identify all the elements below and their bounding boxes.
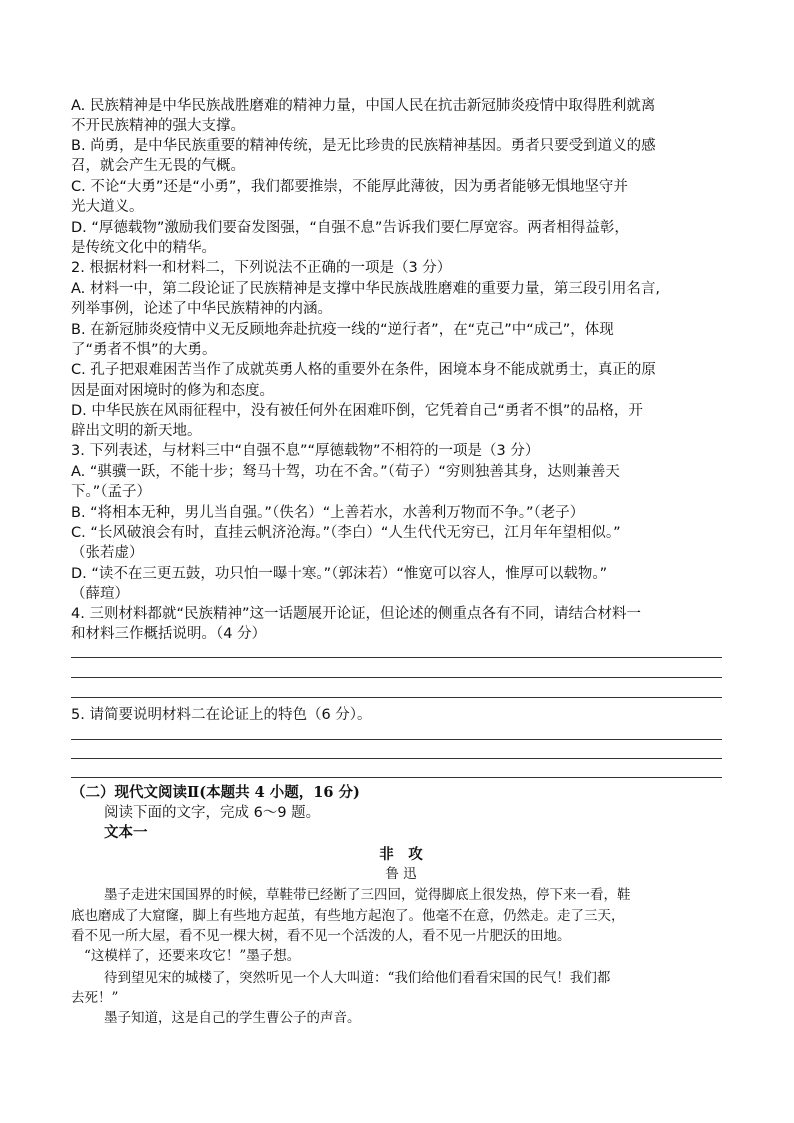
q1-option-d-line1: D. “厚德载物”激励我们要奋发图强，“自强不息”告诉我们要仁厚宽容。两者相得益彰，: [71, 220, 629, 236]
q3-option-line: A. “骐骥一跃，不能十步；驽马十驾，功在不舍。”（荀子）“穷则独善其身，达则兼善天: [71, 464, 620, 480]
q2-option-line: 辟出文明的新天地。: [71, 423, 202, 439]
q5-stem: 5. 请简要说明材料二在论证上的特色（6 分）。: [71, 707, 372, 723]
q2-option-line: B. 在新冠肺炎疫情中义无反顾地奔赴抗疫一线的“逆行者”，在“克己”中“成己”，体现: [71, 322, 614, 338]
q5-answer-line[interactable]: [71, 777, 722, 778]
q2-option-line: C. 孔子把艰难困苦当作了成就英勇人格的重要外在条件，困境本身不能成就勇士，真正的原: [71, 362, 656, 378]
q4-answer-line[interactable]: [71, 657, 722, 658]
q2-option-line: 因是面对困境时的修为和态度。: [71, 383, 274, 399]
section-heading: （二）现代文阅读Ⅱ(本题共 4 小题，16 分): [71, 784, 360, 801]
q4-stem-line2: 和材料三作概括说明。（4 分）: [71, 626, 267, 642]
q2-option-line: A. 材料一中，第二段论证了民族精神是支撑中华民族战胜磨难的重要力量，第三段引用名言,: [71, 281, 660, 297]
q1-option-b-line2: 召，就会产生无畏的气概。: [71, 158, 245, 174]
q2-option-line: D. 中华民族在风雨征程中，没有被任何外在困难吓倒，它凭着自己“勇者不惧”的品格，开: [71, 403, 643, 419]
q4-answer-line[interactable]: [71, 697, 722, 698]
q4-stem-line1: 4. 三则材料都就“民族精神”这一话题展开论证，但论述的侧重点各有不同，请结合材料一: [71, 606, 641, 622]
q2-option-line: 了“勇者不惧”的大勇。: [71, 342, 217, 358]
q1-option-c-line1: C. 不论“大勇”还是“小勇”，我们都要推崇，不能厚此薄彼，因为勇者能够无惧地坚守并: [71, 179, 628, 195]
story-paragraph-line: 看不见一所大屋，看不见一棵大树，看不见一个活泼的人，看不见一片肥沃的田地。: [71, 928, 571, 944]
q3-option-line: （薛瑄）: [71, 586, 129, 602]
story-paragraph-line: “这模样了，还要来攻它！”墨子想。: [84, 948, 301, 964]
section-instruction: 阅读下面的文字，完成 6～9 题。: [104, 805, 321, 821]
story-paragraph-line: 去死！”: [71, 990, 119, 1006]
q3-option-line: D. “读不在三更五鼓，功只怕一曝十寒。”（郭沫若）“惟宽可以容人，惟厚可以载物。”: [71, 566, 608, 582]
q2-stem: 2. 根据材料一和材料二，下列说法不正确的一项是（3 分）: [71, 260, 452, 276]
q3-stem: 3. 下列表述，与材料三中“自强不息”“厚德载物”不相符的一项是（3 分）: [71, 443, 540, 459]
story-paragraph-line: 底也磨成了大窟窿，脚上有些地方起茧，有些地方起泡了。他毫不在意，仍然走。走了三天，: [71, 908, 625, 924]
q5-answer-line[interactable]: [71, 739, 722, 740]
q3-option-line: 下。”（孟子）: [71, 484, 152, 500]
q1-option-c-line2: 光大道义。: [71, 199, 144, 215]
q2-option-line: 列举事例，论述了中华民族精神的内涵。: [71, 301, 332, 317]
q1-option-a-line2: 不开民族精神的强大支撑。: [71, 118, 245, 134]
story-title: 非 攻: [379, 846, 423, 863]
q3-option-line: B. “将相本无种，男儿当自强。”（佚名）“上善若水，水善利万物而不争。”（老子）: [71, 505, 585, 521]
q3-option-line: （张若虚）: [71, 545, 144, 561]
q1-option-b-line1: B. 尚勇，是中华民族重要的精神传统，是无比珍贵的民族精神基因。勇者只要受到道义的感: [71, 138, 656, 154]
q5-answer-line[interactable]: [71, 758, 722, 759]
q3-option-line: C. “长风破浪会有时，直挂云帆济沧海。”（李白）“人生代代无穷已，江月年年望相似。”: [71, 525, 621, 541]
q1-option-d-line2: 是传统文化中的精华。: [71, 240, 216, 256]
story-paragraph-line: 待到望见宋的城楼了，突然听见一个人大叫道：“我们给他们看看宋国的民气！我们都: [104, 970, 611, 986]
story-paragraph-line: 墨子知道，这是自己的学生曹公子的声音。: [104, 1010, 361, 1026]
q4-answer-line[interactable]: [71, 677, 722, 678]
story-author: 鲁 迅: [385, 866, 417, 882]
text-label: 文本一: [104, 825, 148, 841]
q1-option-a-line1: A. 民族精神是中华民族战胜磨难的精神力量，中国人民在抗击新冠肺炎疫情中取得胜利就离: [71, 98, 656, 114]
story-paragraph-line: 墨子走进宋国国界的时候，草鞋带已经断了三四回，觉得脚底上很发热，停下来一看，鞋: [104, 887, 631, 903]
